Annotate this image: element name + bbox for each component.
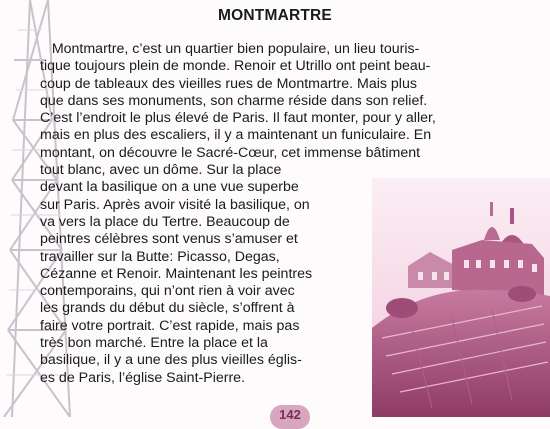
body-text xyxy=(40,41,436,387)
text-line: mais en plus des escaliers, il y a maintenant un funiculaire. En xyxy=(40,127,432,144)
text-line: sur Paris. Après avoir visité la basilique, on xyxy=(40,196,310,213)
text-line: montant, on découvre le Sacré-Cœur, cet immense bâtiment xyxy=(40,144,421,161)
text-line: contemporains, qui n’ont rien à voir avec xyxy=(40,283,295,300)
text-line: Montmartre, c’est un quartier bien populaire, un lieu touris- xyxy=(40,41,420,57)
text-line: va vers la place du Tertre. Beaucoup de xyxy=(40,213,290,230)
text-line: tique toujours plein de monde. Renoir et Utrillo ont peint beau- xyxy=(40,58,431,75)
text-line: es de Paris, l’église Saint-Pierre. xyxy=(40,369,246,386)
text-line: Cézanne et Renoir. Maintenant les peintres xyxy=(40,265,313,282)
text-line: devant la basilique on a une vue superbe xyxy=(40,179,299,196)
text-line: basilique, il y a une des plus vieilles églis- xyxy=(40,352,302,369)
text-line: tout blanc, avec un dôme. Sur la place xyxy=(40,162,282,179)
text-line: coup de tableaux des vieilles rues de Montmartre. Mais plus xyxy=(40,75,417,92)
text-line: travailler sur la Butte: Picasso, Degas, xyxy=(40,248,280,265)
page-number: 142 xyxy=(270,405,310,429)
text-line: les grands du début du siècle, s’offrent à xyxy=(40,300,295,317)
text-line: peintres célèbres sont venus s’amuser et xyxy=(40,231,298,248)
page-title: MONTMARTRE xyxy=(218,7,332,24)
text-line: que dans ses monuments, son charme réside dans son relief. xyxy=(40,92,428,109)
text-line: C’est l’endroit le plus élevé de Paris. Il faut monter, pour y aller, xyxy=(40,110,436,127)
text-line: très bon marché. Entre la place et la xyxy=(40,335,268,352)
text-line: faire votre portrait. C’est rapide, mais pas xyxy=(40,317,300,334)
